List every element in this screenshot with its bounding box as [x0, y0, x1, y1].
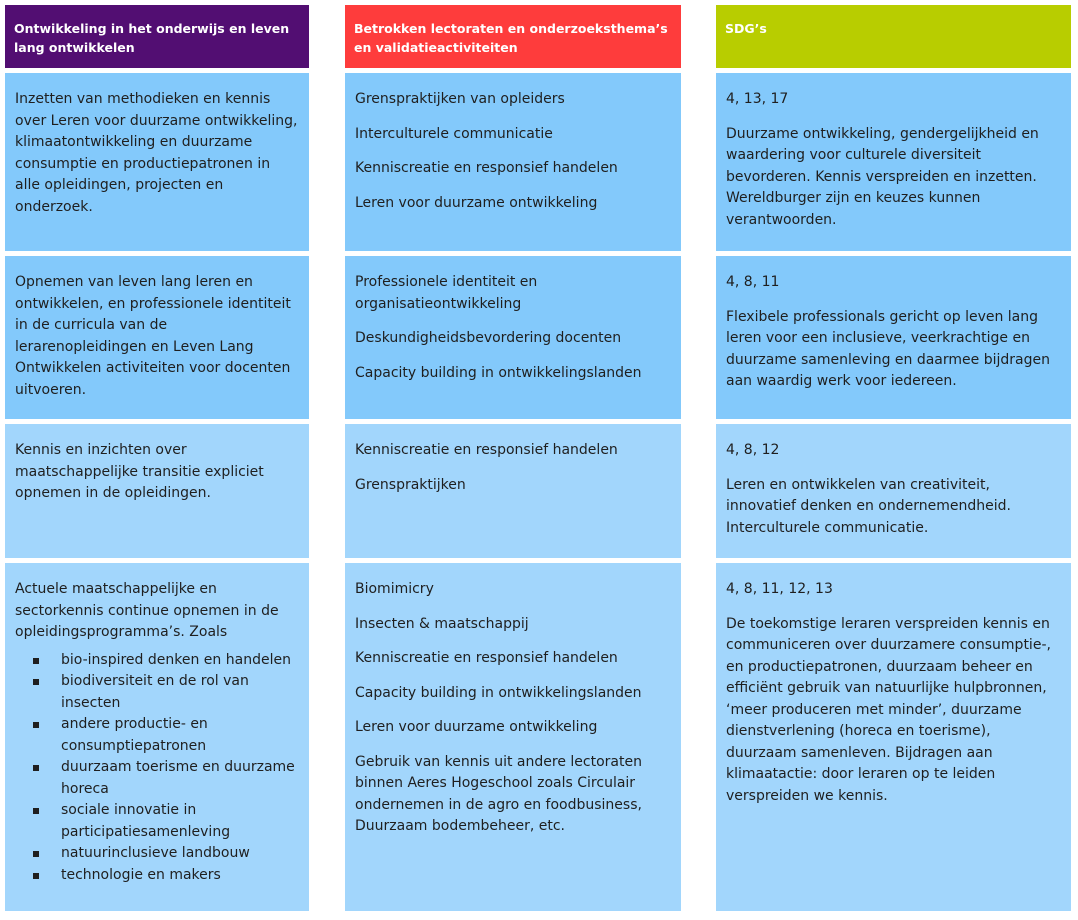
lectoraat-item: Deskundigheidsbevordering docenten [355, 330, 622, 346]
cell-text: Opnemen van leven lang leren en ontwikkelen, en professionele identiteit in de curricula van de lerarenopleidingen en Leven Lang Ontwikkelen activiteiten voor docenten uitvoeren. [15, 274, 291, 398]
topic-list [15, 650, 299, 887]
lectoraat-item: Insecten & maatschappij [355, 615, 529, 632]
row-1-col-3 [716, 73, 1071, 251]
row-2-col-1 [5, 256, 309, 419]
lectoraat-item: Grenspraktijken [355, 476, 466, 493]
lectoraat-item: Interculturele communicatie [355, 125, 553, 142]
lectoraat-item: Professionele identiteit en organisatieontwikkeling [355, 274, 538, 312]
topic-list-item: biodiversiteit en de rol van insecten [51, 671, 299, 714]
topic-list-item: sociale innovatie in participatiesamenleving [51, 800, 299, 843]
row-2-col-2 [345, 256, 681, 419]
cell-text: Inzetten van methodieken en kennis over Leren voor duurzame ontwikkeling, klimaatontwikkeling en duurzame consumptie en productiepatronen in alle opleidingen, projecten en onderzoek. [15, 91, 298, 215]
lectoraat-item: Biomimicry [355, 581, 434, 597]
topic-list-item: bio-inspired denken en handelen [51, 650, 299, 672]
row-1-col-1 [5, 73, 309, 251]
row-4-col-3 [716, 563, 1071, 911]
row-4-col-1 [5, 563, 309, 911]
row-4-col-2 [345, 563, 681, 911]
cell-text: Kennis en inzichten over maatschappelijke transitie expliciet opnemen in de opleidingen. [15, 442, 264, 501]
header-ontwikkeling: Ontwikkeling in het onderwijs en leven lang ontwikkelen [5, 5, 309, 68]
header-sdgs: SDG’s [716, 5, 1071, 68]
lectoraat-item: Leren voor duurzame ontwikkeling [355, 719, 598, 735]
sdg-numbers: 4, 8, 12 [726, 442, 780, 458]
sdg-description: De toekomstige leraren verspreiden kennis en communiceren over duurzamere consumptie-, en productiepatronen, duurzaam beheer en efficiënt gebruik van natuurlijke hulpbronnen, ‘meer produceren met minder’, duurzame dienstverlening (horeca en toerisme), duurzaam samenleven. Bijdragen aan klimaatactie: door leraren op te leiden verspreiden we kennis. [726, 615, 1051, 804]
sdg-description: Leren en ontwikkelen van creativiteit, innovatief denken en ondernemendheid. Interculturele communicatie. [726, 476, 1011, 536]
lectoraat-item: Kenniscreatie en responsief handelen [355, 650, 618, 666]
sdg-numbers: 4, 8, 11 [726, 274, 780, 290]
lectoraat-item: Kenniscreatie en responsief handelen [355, 442, 618, 458]
row-1-col-2 [345, 73, 681, 251]
topic-list-item: technologie en makers [51, 865, 299, 887]
row-3-col-1 [5, 424, 309, 558]
topic-list-item: natuurinclusieve landbouw [51, 843, 299, 865]
topic-list-item: andere productie- en consumptiepatronen [51, 714, 299, 757]
sdg-description: Duurzame ontwikkeling, gendergelijkheid en waardering voor culturele diversiteit bevorderen. Kennis verspreiden en inzetten. Wereldburger zijn en keuzes kunnen verantwoorden. [726, 125, 1039, 228]
lectoraat-item: Leren voor duurzame ontwikkeling [355, 194, 598, 211]
row-3-col-3 [716, 424, 1071, 558]
row-2-col-3 [716, 256, 1071, 419]
sdg-description: Flexibele professionals gericht op leven lang leren voor een inclusieve, veerkrachtige en duurzame samenleving en daarmee bijdragen aan waardig werk voor iedereen. [726, 308, 1050, 389]
lectoraat-item: Capacity building in ontwikkelingslanden [355, 684, 642, 701]
lectoraat-item: Kenniscreatie en responsief handelen [355, 160, 618, 176]
topic-list-item: duurzaam toerisme en duurzame horeca [51, 757, 299, 800]
header-lectoraten: Betrokken lectoraten en onderzoeksthema’s en validatieactiviteiten [345, 5, 681, 68]
sdg-numbers: 4, 8, 11, 12, 13 [726, 581, 833, 597]
sdg-numbers: 4, 13, 17 [726, 91, 789, 107]
lectoraat-item: Capacity building in ontwikkelingslanden [355, 364, 642, 381]
lectoraat-item: Gebruik van kennis uit andere lectoraten binnen Aeres Hogeschool zoals Circulair ondernemen in de agro en foodbusiness, Duurzaam bodembeheer, etc. [355, 753, 642, 834]
cell-text: Actuele maatschappelijke en sectorkennis continue opnemen in de opleidingsprogramma’s. Zoals [15, 581, 279, 640]
row-3-col-2 [345, 424, 681, 558]
lectoraat-item: Grenspraktijken van opleiders [355, 91, 565, 107]
